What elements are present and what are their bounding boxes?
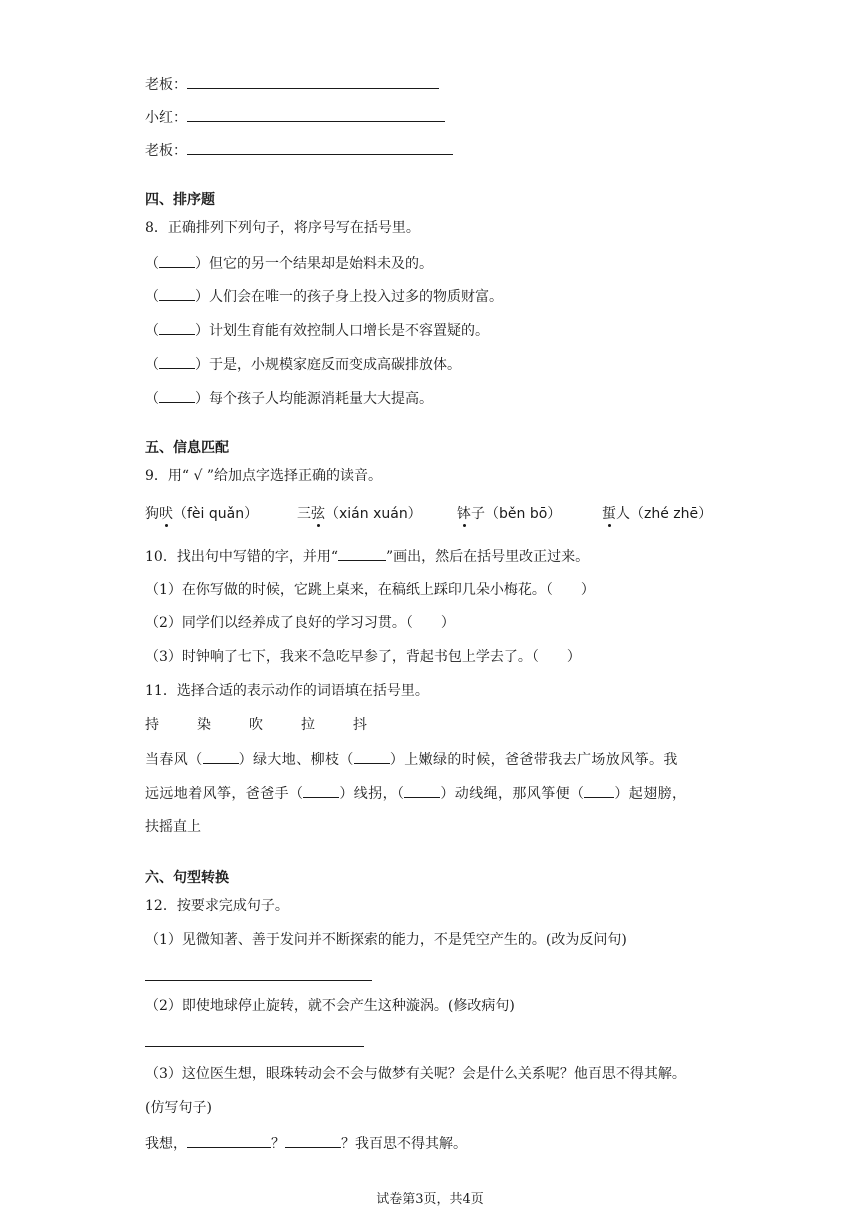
answer-blank[interactable] xyxy=(187,140,453,155)
dotted-char: 蜇 xyxy=(602,506,616,522)
pinyin-choices: （zhé zhē） xyxy=(630,506,713,522)
question-11: 11．选择合适的表示动作的词语填在括号里。 xyxy=(145,683,429,699)
q10-item-3: （3）时钟响了七下，我来不急吃早参了，背起书包上学去了。（ ） xyxy=(145,649,581,665)
underline-sample xyxy=(338,546,386,561)
question-10: 10．找出句中写错的字，并用“ ”画出，然后在括号里改正过来。 xyxy=(145,546,589,567)
section-6-title: 六、句型转换 xyxy=(145,870,229,886)
order-item-1: （ ）但它的另一个结果却是始料未及的。 xyxy=(145,253,433,274)
q11-line-3: 扶摇直上 xyxy=(145,819,201,835)
pinyin-item-3[interactable]: 钵子（běn bō） xyxy=(457,506,562,522)
dotted-char: 吠 xyxy=(159,506,173,522)
order-blank[interactable] xyxy=(159,320,195,335)
question-9: 9．用“ √ ”给加点字选择正确的读音。 xyxy=(145,468,383,484)
dialogue-line-2 xyxy=(145,107,445,128)
word-option[interactable]: 染 xyxy=(197,717,211,733)
word-option[interactable]: 持 xyxy=(145,717,159,733)
word-option[interactable]: 吹 xyxy=(249,717,263,733)
order-item-4: （ ）于是，小规模家庭反而变成高碳排放体。 xyxy=(145,354,461,375)
order-item-text: 但它的另一个结果却是始料未及的。 xyxy=(209,256,433,272)
fill-blank[interactable] xyxy=(584,783,614,798)
word-option[interactable]: 抖 xyxy=(353,717,367,733)
dialogue-line-3 xyxy=(145,140,453,161)
question-8: 8．正确排列下列句子，将序号写在括号里。 xyxy=(145,220,420,236)
order-item-text: 计划生育能有效控制人口增长是不容置疑的。 xyxy=(209,323,489,339)
fill-blank[interactable] xyxy=(203,749,239,764)
dotted-char: 弦 xyxy=(311,506,325,522)
order-item-5: （ ）每个孩子人均能源消耗量大大提高。 xyxy=(145,388,433,409)
order-blank[interactable] xyxy=(159,388,195,403)
fill-blank[interactable] xyxy=(303,783,339,798)
fill-blank[interactable] xyxy=(354,749,390,764)
pinyin-item-2[interactable]: 三弦（xián xuán） xyxy=(297,506,422,522)
order-blank[interactable] xyxy=(159,354,195,369)
q12-item-3: （3）这位医生想，眼珠转动会不会与做梦有关呢？会是什么关系呢？他百思不得其解。 xyxy=(145,1066,686,1082)
fill-blank[interactable] xyxy=(285,1133,341,1148)
speaker-label: 老板： xyxy=(145,77,187,93)
order-item-text: 人们会在唯一的孩子身上投入过多的物质财富。 xyxy=(209,289,503,305)
dialogue-line-1 xyxy=(145,74,439,95)
q10-item-1: （1）在你写做的时候，它跳上桌来，在稿纸上踩印几朵小梅花。（ ） xyxy=(145,582,595,598)
order-blank[interactable] xyxy=(159,286,195,301)
page-footer: 试卷第3页，共4页 xyxy=(376,1192,484,1207)
order-item-text: 每个孩子人均能源消耗量大大提高。 xyxy=(209,391,433,407)
pinyin-choices: （xián xuán） xyxy=(325,506,422,522)
pinyin-item-4[interactable]: 蜇人（zhé zhē） xyxy=(602,506,713,522)
answer-line-1[interactable] xyxy=(145,980,372,981)
order-item-2: （ ）人们会在唯一的孩子身上投入过多的物质财富。 xyxy=(145,286,503,307)
pinyin-item-1[interactable]: 狗吠（fèi quǎn） xyxy=(145,506,259,522)
pinyin-choices: （běn bō） xyxy=(485,506,562,522)
pinyin-choices: （fèi quǎn） xyxy=(173,506,259,522)
section-5-title: 五、信息匹配 xyxy=(145,440,229,456)
q11-line-1: 当春风（ ）绿大地、柳枝（ ）上嫩绿的时候，爸爸带我去广场放风筝。我 xyxy=(145,749,678,770)
section-4-title: 四、排序题 xyxy=(145,192,215,208)
answer-line-2[interactable] xyxy=(145,1046,364,1047)
answer-blank[interactable] xyxy=(187,107,445,122)
q12-item-3-template: 我想， ？ ？我百思不得其解。 xyxy=(145,1133,467,1154)
q10-item-2: （2）同学们以经养成了良好的学习习贯。（ ） xyxy=(145,615,455,631)
order-item-3: （ ）计划生育能有效控制人口增长是不容置疑的。 xyxy=(145,320,489,341)
order-blank[interactable] xyxy=(159,253,195,268)
dotted-char: 钵 xyxy=(457,506,471,522)
order-item-text: 于是，小规模家庭反而变成高碳排放体。 xyxy=(209,357,461,373)
answer-blank[interactable] xyxy=(187,74,439,89)
q12-item-2: （2）即使地球停止旋转，就不会产生这种漩涡。(修改病句) xyxy=(145,998,515,1014)
q12-item-1: （1）见微知著、善于发问并不断探索的能力，不是凭空产生的。(改为反问句) xyxy=(145,932,627,948)
q11-line-2: 远远地着风筝，爸爸手（ ）线拐，（ ）动线绳，那风筝便（ ）起翅膀， xyxy=(145,783,686,804)
fill-blank[interactable] xyxy=(187,1133,271,1148)
fill-blank[interactable] xyxy=(404,783,440,798)
word-bank xyxy=(145,715,405,735)
speaker-label: 小红： xyxy=(145,110,187,126)
question-12: 12．按要求完成句子。 xyxy=(145,898,289,914)
word-option[interactable]: 拉 xyxy=(301,717,315,733)
q12-item-3-requirement: (仿写句子) xyxy=(145,1100,212,1116)
speaker-label: 老板： xyxy=(145,143,187,159)
